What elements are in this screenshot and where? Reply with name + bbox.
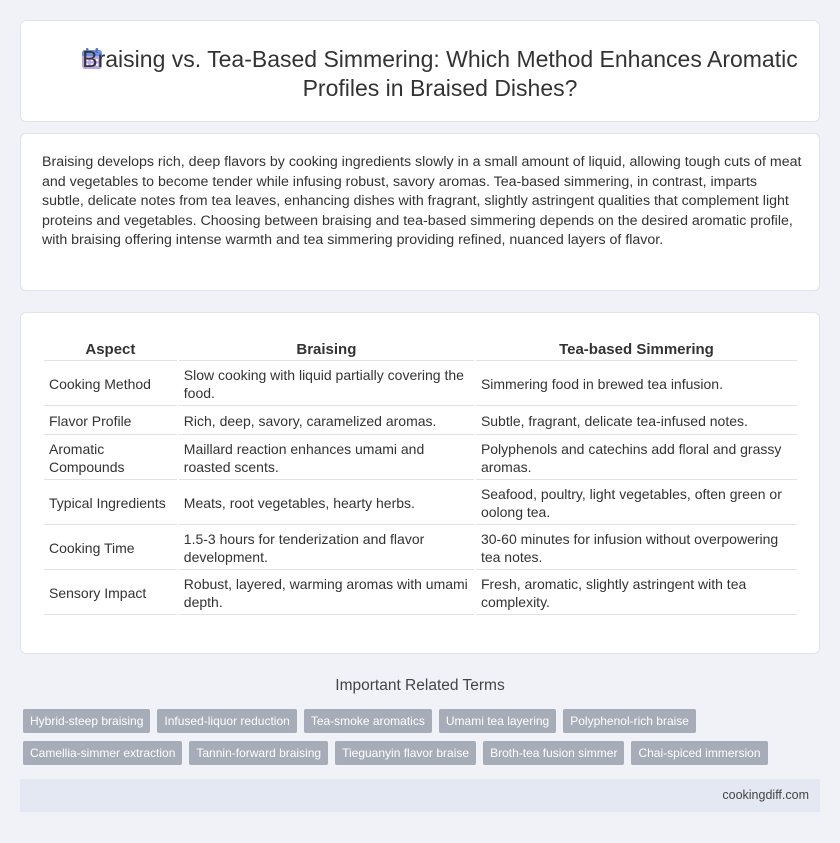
- cell-aspect: Cooking Time: [44, 527, 177, 570]
- table-row: [44, 482, 797, 525]
- page-title: Braising vs. Tea-Based Simmering: Which Method Enhances Aromatic Profiles in Braised Dishes?: [82, 46, 798, 101]
- cell-braising: Rich, deep, savory, caramelized aromas.: [179, 408, 474, 435]
- table-row: [44, 437, 797, 480]
- header-tea-simmering: Tea-based Simmering: [476, 336, 797, 361]
- cell-tea: Fresh, aromatic, slightly astringent with tea complexity.: [476, 572, 797, 615]
- cell-aspect: Aromatic Compounds: [44, 437, 177, 480]
- tag-tea-smoke-aromatics[interactable]: Tea-smoke aromatics: [304, 709, 432, 733]
- tag-tannin-forward-braising[interactable]: Tannin-forward braising: [189, 741, 328, 765]
- cell-tea: Polyphenols and catechins add floral and grassy aromas.: [476, 437, 797, 480]
- cell-tea: 30-60 minutes for infusion without overpowering tea notes.: [476, 527, 797, 570]
- cell-braising: Robust, layered, warming aromas with umami depth.: [179, 572, 474, 615]
- header-card: [20, 20, 820, 122]
- related-terms-tags: [23, 709, 823, 773]
- comparison-table-card: [20, 312, 820, 654]
- tag-polyphenol-rich-braise[interactable]: Polyphenol-rich braise: [563, 709, 696, 733]
- tag-row: [23, 741, 823, 765]
- related-terms-title: Important Related Terms: [335, 677, 505, 694]
- cell-braising: Maillard reaction enhances umami and roasted scents.: [179, 437, 474, 480]
- cell-braising: Slow cooking with liquid partially covering the food.: [179, 363, 474, 406]
- cell-braising: 1.5-3 hours for tenderization and flavor development.: [179, 527, 474, 570]
- header-braising: Braising: [179, 336, 474, 361]
- cell-tea: Subtle, fragrant, delicate tea-infused notes.: [476, 408, 797, 435]
- table-row: [44, 363, 797, 406]
- cell-aspect: Typical Ingredients: [44, 482, 177, 525]
- table-row: [44, 527, 797, 570]
- tag-broth-tea-fusion-simmer[interactable]: Broth-tea fusion simmer: [483, 741, 624, 765]
- footer-site-link[interactable]: cookingdiff.com: [722, 788, 809, 802]
- comparison-table: [42, 334, 799, 617]
- tag-infused-liquor-reduction[interactable]: Infused-liquor reduction: [157, 709, 296, 733]
- cell-tea: Simmering food in brewed tea infusion.: [476, 363, 797, 406]
- tag-tieguanyin-flavor-braise[interactable]: Tieguanyin flavor braise: [335, 741, 476, 765]
- tag-chai-spiced-immersion[interactable]: Chai-spiced immersion: [631, 741, 767, 765]
- table-header-row: [44, 336, 797, 361]
- cell-aspect: Flavor Profile: [44, 408, 177, 435]
- tag-umami-tea-layering[interactable]: Umami tea layering: [439, 709, 556, 733]
- header-aspect: Aspect: [44, 336, 177, 361]
- footer: [20, 779, 820, 812]
- tag-camellia-simmer-extraction[interactable]: Camellia-simmer extraction: [23, 741, 182, 765]
- cell-tea: Seafood, poultry, light vegetables, often green or oolong tea.: [476, 482, 797, 525]
- table-row: [44, 408, 797, 435]
- cell-braising: Meats, root vegetables, hearty herbs.: [179, 482, 474, 525]
- tag-hybrid-steep-braising[interactable]: Hybrid-steep braising: [23, 709, 150, 733]
- table-row: [44, 572, 797, 615]
- intro-paragraph: Braising develops rich, deep flavors by cooking ingredients slowly in a small amount of liquid, allowing tough cuts of meat and vegetables to become tender while infusing robust, savory aromas. Tea-based simmering, in contrast, imparts subtle, delicate notes from tea leaves, enhancing dishes with fragrant, slightly astringent qualities that complement light proteins and vegetables. Choosing between braising and tea-based simmering depends on the desired aromatic profile, with braising offering intense warmth and tea simmering providing refined, nuanced layers of flavor.: [42, 154, 802, 248]
- tag-row: [23, 709, 823, 733]
- intro-card: [20, 133, 820, 291]
- cell-aspect: Cooking Method: [44, 363, 177, 406]
- cell-aspect: Sensory Impact: [44, 572, 177, 615]
